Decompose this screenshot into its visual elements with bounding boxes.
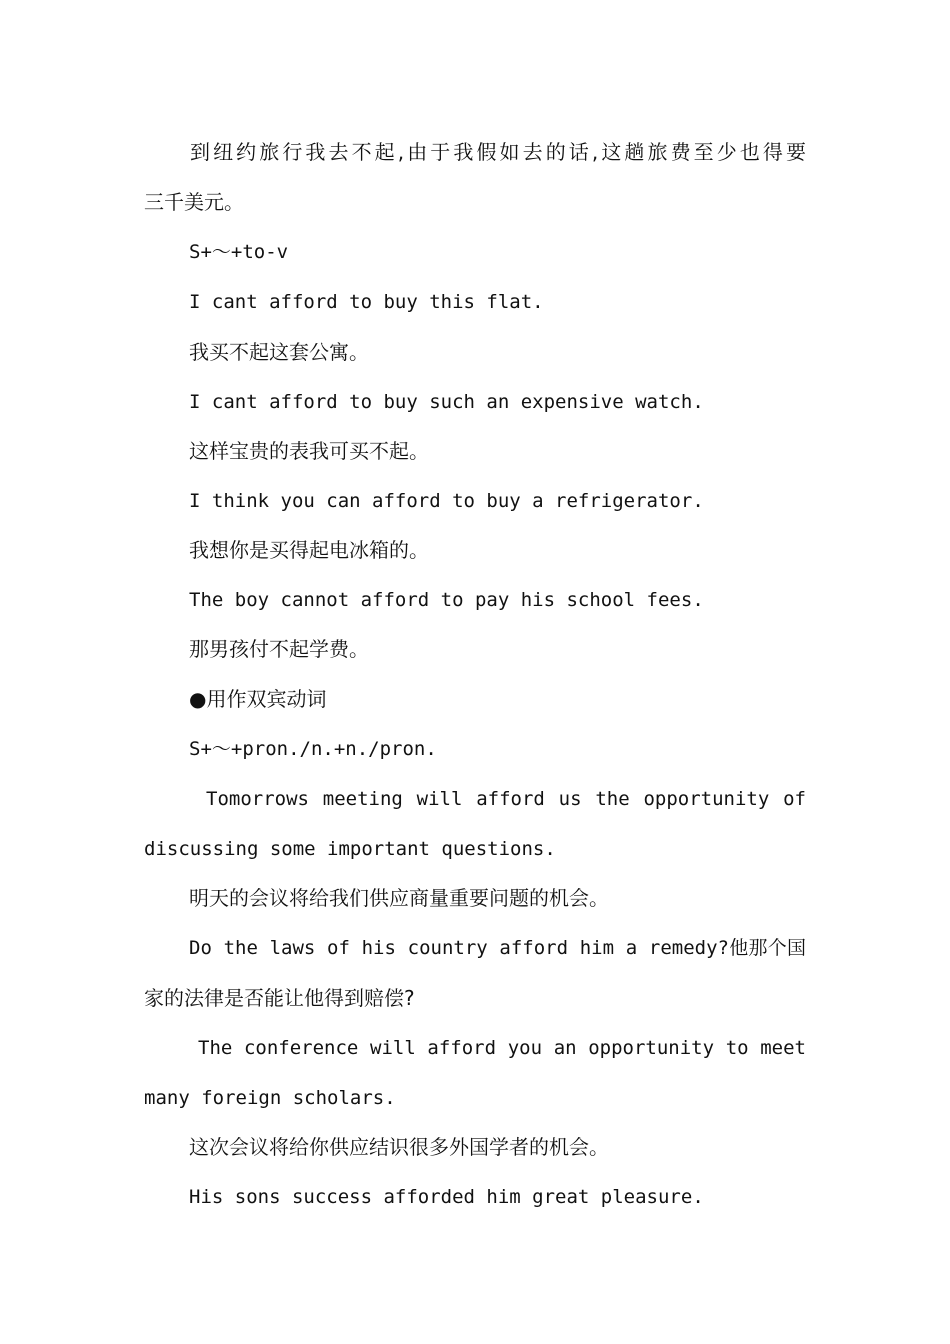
example-english: Tomorrows meeting will afford us the opportunity of — [206, 788, 806, 810]
paragraph-line: 三千美元。 — [144, 190, 244, 214]
example-chinese: 我买不起这套公寓。 — [189, 340, 369, 364]
example-english: His sons success afforded him great pleasure. — [189, 1186, 704, 1208]
example-chinese: 这次会议将给你供应结识很多外国学者的机会。 — [189, 1135, 609, 1159]
section-heading: ●用作双宾动词 — [189, 687, 327, 711]
example-english: I think you can afford to buy a refrigerator. — [189, 490, 704, 512]
example-chinese: 我想你是买得起电冰箱的。 — [189, 538, 429, 562]
example-english-continuation: many foreign scholars. — [144, 1087, 396, 1109]
example-chinese: 这样宝贵的表我可买不起。 — [189, 439, 429, 463]
example-english: The conference will afford you an opportunity to meet — [198, 1037, 806, 1059]
pattern-line: S+～+to-v — [189, 241, 289, 263]
pattern-line: S+～+pron./n.+n./pron. — [189, 738, 437, 760]
paragraph-line: 到纽约旅行我去不起,由于我假如去的话,这趟旅费至少也得要 — [190, 140, 806, 164]
example-chinese: 那男孩付不起学费。 — [189, 637, 369, 661]
example-english: The boy cannot afford to pay his school fees. — [189, 589, 704, 611]
example-english: I cant afford to buy this flat. — [189, 291, 544, 313]
example-english-continuation: discussing some important questions. — [144, 838, 556, 860]
example-chinese: 明天的会议将给我们供应商量重要问题的机会。 — [189, 886, 609, 910]
example-english: I cant afford to buy such an expensive watch. — [189, 391, 704, 413]
example-chinese-continuation: 家的法律是否能让他得到赔偿? — [144, 986, 415, 1010]
example-mixed: Do the laws of his country afford him a remedy?他那个国 — [189, 937, 806, 959]
